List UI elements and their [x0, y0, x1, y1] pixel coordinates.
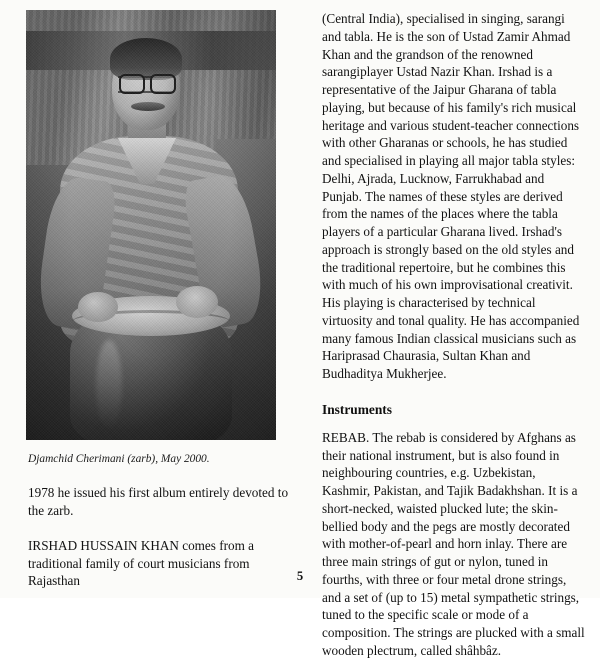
photo-musician-left-hand [78, 292, 118, 322]
photo-glasses-right-lens [150, 74, 176, 94]
left-paragraph-1: 1978 he issued his first album entirely devoted to the zarb. [28, 485, 289, 518]
photo-zarb-drum-highlight [96, 340, 122, 430]
section-heading-instruments: Instruments [322, 401, 392, 417]
left-paragraph-2: IRSHAD HUSSAIN KHAN comes from a traditional family of court musicians from Rajasthan [28, 537, 255, 589]
left-column [26, 10, 298, 590]
photo-musician-right-hand [176, 286, 218, 318]
photo-caption: Djamchid Cherimani (zarb), May 2000. [28, 452, 210, 465]
instrument-paragraph-rebab: REBAB. The rebab is considered by Afghans as their national instrument, but is also found in neighbouring countries, e.g. Uzbekistan, Kashmir, Pakistan, and Tajik Badakhshan. It is a short-necked, waisted plucked lute; the skin-bellied body and the pegs are mostly decorated with mother-of-pearl and horn inlay. There are three main strings of gut or nylon, tuned in fourths, with three or four metal drone strings, and a set of (up to 15) metal sympathetic strings, tuned to the specific scale or mode of a composition. The strings are plucked with a small wooden plectrum, called shâhbâz. [322, 429, 585, 658]
right-column [298, 10, 586, 658]
photo-musician-mustache [131, 102, 165, 111]
page-number: 5 [296, 569, 304, 583]
right-continued-paragraph: (Central India), specialised in singing, sarangi and tabla. He is the son of Ustad Zamir Ahmad Khan and the grandson of the renowned sarangiplayer Ustad Nazir Khan. Irshad is a representative of the Jaipur Gharana of tabla playing, but because of his family's rich musical heritage and various student-teacher connections with other Gharanas or schools, he has studied and specialised in playing all major tabla styles: Delhi, Ajrada, Lucknow, Farrukhabad and Punjab. The names of these styles are derived from the names of the places where the tabla players of a particular Gharana lived. Irshad's approach is strongly based on the old styles and the traditional repertoire, but he combines this with much of his own improvisational creativit. His playing is characterised by technical virtuosity and tonal quality. He has accompanied many famous Indian classical musicians such as Hariprasad Chaurasia, Sultan Khan and Budhaditya Mukherjee. [322, 11, 580, 381]
photograph-djamchid-cherimani [26, 10, 276, 440]
photo-glasses-left-lens [119, 74, 145, 94]
